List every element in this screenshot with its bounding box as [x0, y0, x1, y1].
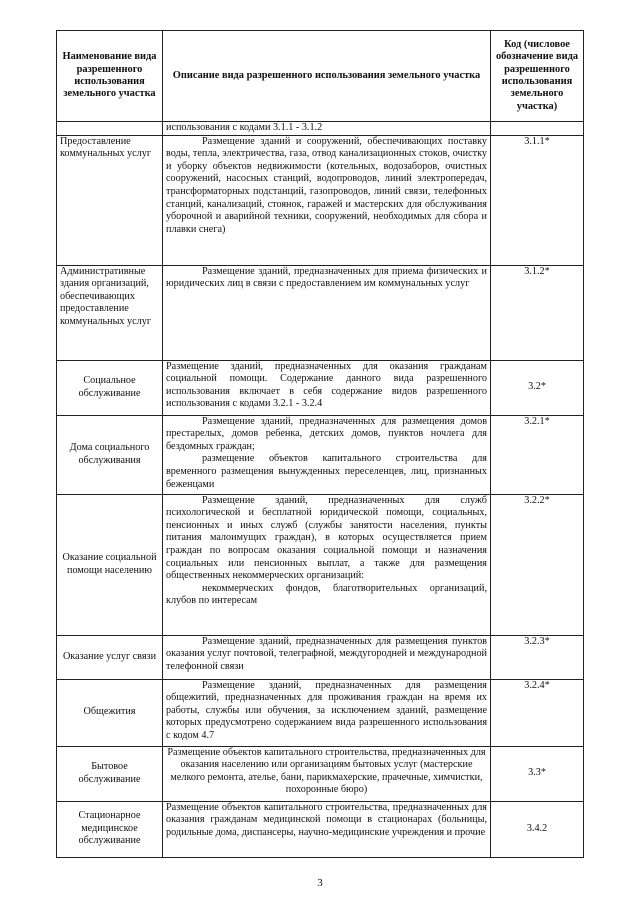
row-description	[163, 635, 491, 679]
table-row	[57, 635, 584, 679]
row-name: Оказание услуг связи	[57, 635, 163, 679]
table-row	[57, 801, 584, 857]
row-code: 3.2.1*	[491, 415, 584, 494]
row-description	[163, 265, 491, 360]
table-row	[57, 746, 584, 801]
row-code: 3.2.3*	[491, 635, 584, 679]
row-code: 3.1.2*	[491, 265, 584, 360]
row-name: Стационарное медицинское обслуживание	[57, 801, 163, 857]
continuation-description-cell	[163, 122, 491, 136]
row-description	[163, 801, 491, 857]
row-description	[163, 360, 491, 415]
row-description	[163, 494, 491, 635]
land-use-table	[56, 30, 584, 858]
row-description	[163, 135, 491, 265]
table-row	[57, 265, 584, 360]
row-description-text: Размещение зданий, предназначенных для размещения общежитий, предназначенных для проживания граждан на время их работы, службы или обучения, за исключением зданий, размещение которых предусмотрено содержанием вида разрешенного использования с кодом 4.7	[166, 679, 487, 741]
row-code: 3.1.1*	[491, 135, 584, 265]
row-description-text: Размещение зданий и сооружений, обеспечивающих поставку воды, тепла, электричества, газа, отвод канализационных стоков, очистку и уборку объектов недвижимости (котельных, водозаборов, очистных сооружений, насосных станций, водопроводов, линий электропередач, трансформаторных подстанций, газопроводов, линий связи, телефонных станций, канализаций, стоянок, гаражей и мастерских для обслуживания уборочной и аварийной техники, сооружений, необходимых для сбора и плавки снега)	[166, 135, 487, 235]
header-code-column: Код (числовое обозначение вида разрешенного использования земельного участка)	[491, 31, 584, 122]
row-name: Бытовое обслуживание	[57, 746, 163, 801]
header-description-column: Описание вида разрешенного использования земельного участка	[163, 31, 491, 122]
row-name: Административные здания организаций, обеспечивающих предоставление коммунальных услуг	[57, 265, 163, 360]
row-name: Предоставление коммунальных услуг	[57, 135, 163, 265]
row-name: Социальное обслуживание	[57, 360, 163, 415]
row-description-text: Размещение зданий, предназначенных для размещения домов престарелых, домов ребенка, детских домов, пунктов ночлега для бездомных граждан;	[166, 415, 487, 452]
table-row	[57, 679, 584, 746]
row-description-text: размещение объектов капитального строительства для временного размещения вынужденных переселенцев, лиц, признанных беженцами	[166, 453, 487, 490]
row-description-text: Размещение объектов капитального строительства, предназначенных для оказания гражданам медицинской помощи в стационарах (больницы, родильные дома, диспансеры, научно-медицинские учреждения и прочие	[166, 801, 487, 838]
table-row	[57, 135, 584, 265]
row-name: Оказание социальной помощи населению	[57, 494, 163, 635]
row-description-text: Размещение зданий, предназначенных для служб психологической и бесплатной юридической помощи, социальных, пенсионных и иных служб (службы занятости населения, пункты питания малоимущих граждан), в которых осуществляется прием граждан по вопросам оказания социальной помощи и назначения социальных или пенсионных выплат, а также для размещения общественных некоммерческих организаций:	[166, 494, 487, 582]
row-description	[163, 746, 491, 801]
row-description	[163, 679, 491, 746]
table-row	[57, 360, 584, 415]
page-number: 3	[317, 877, 323, 889]
row-description-text: Размещение объектов капитального строительства, предназначенных для оказания населению или организациям бытовых услуг (мастерские мелкого ремонта, ателье, бани, парикмахерские, прачечные, химчистки, похоронные бюро)	[167, 746, 486, 796]
continuation-text: использования с кодами 3.1.1 - 3.1.2	[166, 122, 323, 133]
row-code: 3.3*	[491, 746, 584, 801]
row-name: Дома социального обслуживания	[57, 415, 163, 494]
table-row-continuation	[57, 122, 584, 136]
row-description-text: некоммерческих фондов, благотворительных организаций, клубов по интересам	[166, 582, 487, 607]
continuation-name-cell	[57, 122, 163, 136]
header-name-column: Наименование вида разрешенного использования земельного участка	[57, 31, 163, 122]
row-description	[163, 415, 491, 494]
row-name: Общежития	[57, 679, 163, 746]
table-row	[57, 494, 584, 635]
row-code: 3.2*	[491, 360, 584, 415]
table-header-row	[57, 31, 584, 122]
row-code: 3.2.2*	[491, 494, 584, 635]
table-row	[57, 415, 584, 494]
continuation-code-cell	[491, 122, 584, 136]
row-code: 3.4.2	[491, 801, 584, 857]
row-description-text: Размещение зданий, предназначенных для размещения пунктов оказания услуг почтовой, телеграфной, междугородней и международной телефонной связи	[166, 635, 487, 672]
row-description-text: Размещение зданий, предназначенных для оказания гражданам социальной помощи. Содержание данного вида разрешенного использования включает в себя содержание видов разрешенного использования с кодами 3.2.1 - 3.2.4	[166, 360, 487, 410]
row-code: 3.2.4*	[491, 679, 584, 746]
row-description-text: Размещение зданий, предназначенных для приема физических и юридических лиц в связи с предоставлением им коммунальных услуг	[166, 265, 487, 290]
